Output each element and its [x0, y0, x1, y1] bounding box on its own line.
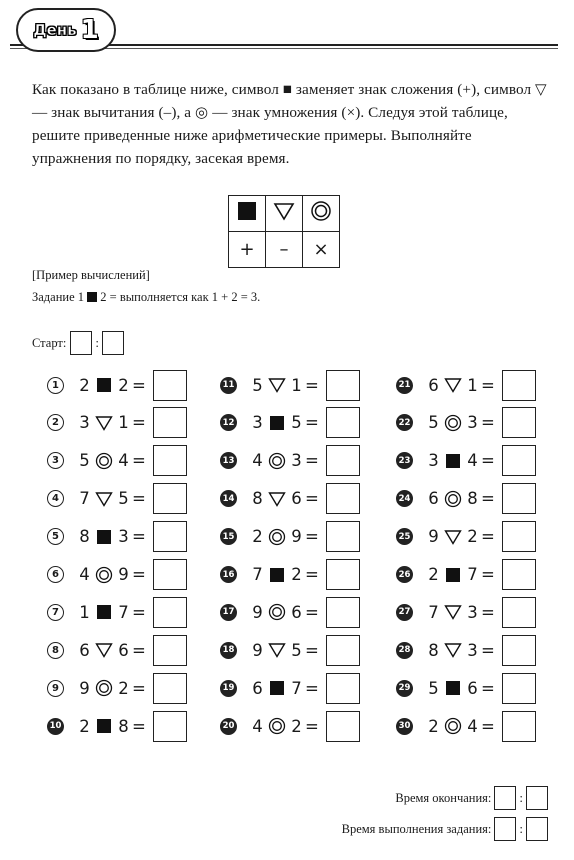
operator-symbol — [91, 415, 117, 431]
operand-right: 3 — [291, 451, 302, 471]
operator-symbol — [91, 491, 117, 507]
exercise-number: 4 — [47, 490, 64, 507]
operator-symbol — [91, 642, 117, 658]
equals-sign: = — [481, 678, 495, 698]
operand-right: 3 — [118, 527, 129, 547]
answer-box[interactable] — [153, 445, 187, 476]
equals-sign: = — [305, 640, 319, 660]
exercise-item — [47, 407, 187, 439]
day-badge — [16, 8, 116, 52]
exercise-number: 10 — [47, 718, 64, 735]
operand-left: 6 — [428, 375, 439, 395]
triangle-down-icon — [95, 491, 113, 507]
exercise-number: 28 — [396, 642, 413, 659]
operand-left: 6 — [428, 489, 439, 509]
operand-right: 2 — [467, 527, 478, 547]
end-time-label: Время окончания: — [395, 790, 492, 805]
time-separator: : — [95, 335, 99, 350]
answer-box[interactable] — [502, 483, 536, 514]
exercise-number: 8 — [47, 642, 64, 659]
equals-sign: = — [305, 602, 319, 622]
exercise-item — [47, 483, 187, 515]
exercise-item — [396, 559, 536, 591]
operand-right: 2 — [118, 678, 129, 698]
exercise-number: 30 — [396, 718, 413, 735]
exercise-number: 9 — [47, 680, 64, 697]
exercise-item — [220, 672, 360, 704]
answer-box[interactable] — [326, 370, 360, 401]
operand-left: 3 — [252, 413, 263, 433]
operand-right: 9 — [118, 565, 129, 584]
filled-square-icon — [269, 680, 285, 696]
exercise-number: 27 — [396, 604, 413, 621]
answer-box[interactable] — [153, 635, 187, 666]
exercise-number: 26 — [396, 566, 413, 583]
exercise-number: 11 — [220, 377, 237, 394]
operand-right: 5 — [118, 489, 129, 509]
operand-left: 2 — [428, 565, 439, 584]
operand-right: 8 — [118, 716, 129, 736]
operand-left: 9 — [252, 602, 263, 622]
answer-box[interactable] — [502, 407, 536, 438]
time-separator: : — [519, 821, 523, 836]
triangle-down-icon — [268, 377, 286, 393]
exercise-item — [220, 710, 360, 742]
operand-left: 8 — [79, 527, 90, 547]
operand-right: 5 — [291, 413, 302, 433]
day-number: 1 — [80, 15, 99, 45]
operand-left: 8 — [252, 489, 263, 509]
end-time-row — [395, 785, 548, 811]
answer-box[interactable] — [326, 711, 360, 742]
legend-op-times: × — [303, 232, 340, 268]
operator-symbol — [264, 642, 290, 658]
exercise-item — [220, 483, 360, 515]
operand-left: 2 — [252, 527, 263, 547]
operator-symbol — [91, 718, 117, 734]
legend-cell-triangle — [266, 196, 303, 232]
equals-sign: = — [305, 451, 319, 471]
double-circle-icon — [444, 414, 462, 432]
operand-right: 1 — [467, 375, 478, 395]
operand-left: 8 — [428, 640, 439, 660]
operand-left: 3 — [79, 413, 90, 433]
triangle-down-icon — [444, 604, 462, 620]
sample-heading: [Пример вычислений] — [32, 268, 150, 282]
answer-box[interactable] — [502, 445, 536, 476]
exercise-number: 7 — [47, 604, 64, 621]
exercise-number: 13 — [220, 452, 237, 469]
operand-left: 9 — [428, 527, 439, 547]
operand-left: 4 — [252, 451, 263, 471]
triangle-down-icon — [268, 491, 286, 507]
answer-box[interactable] — [326, 445, 360, 476]
triangle-down-icon — [444, 642, 462, 658]
answer-box[interactable] — [153, 559, 187, 590]
equals-sign: = — [132, 602, 146, 622]
exercise-number: 20 — [220, 718, 237, 735]
operand-left: 9 — [79, 678, 90, 698]
triangle-down-icon — [444, 377, 462, 393]
double-circle-icon — [268, 717, 286, 735]
operand-left: 2 — [79, 375, 90, 395]
triangle-down-icon — [273, 201, 295, 221]
operator-symbol — [264, 491, 290, 507]
operator-symbol — [440, 717, 466, 735]
day-word: День — [33, 21, 77, 39]
equals-sign: = — [305, 716, 319, 736]
instructions-text: Как показано в таблице ниже, символ ■ заменяет знак сложения (+), символ ▽ — знак вычитания (–), а ◎ — знак умножения (×). Следуя этой таблице, решите приведенные ниже арифметические примеры. Выполняйте упражнения по порядку, засекая время. — [32, 81, 547, 167]
duration-minutes-box[interactable] — [526, 817, 548, 841]
start-hours-box[interactable] — [70, 331, 92, 355]
operand-right: 7 — [291, 678, 302, 698]
equals-sign: = — [132, 716, 146, 736]
exercise-item — [47, 369, 187, 401]
operand-right: 6 — [467, 678, 478, 698]
answer-box[interactable] — [153, 483, 187, 514]
legend-symbol-row — [229, 196, 340, 232]
operator-symbol — [91, 529, 117, 545]
exercise-number: 24 — [396, 490, 413, 507]
exercise-number: 18 — [220, 642, 237, 659]
legend-cell-square — [229, 196, 266, 232]
answer-box[interactable] — [326, 597, 360, 628]
exercise-item — [47, 634, 187, 666]
operator-symbol — [440, 642, 466, 658]
filled-square-icon — [445, 567, 461, 583]
equals-sign: = — [132, 413, 146, 433]
operator-symbol — [91, 452, 117, 470]
operand-right: 9 — [291, 527, 302, 547]
exercise-number: 2 — [47, 414, 64, 431]
exercise-item — [220, 596, 360, 628]
operator-symbol — [91, 377, 117, 393]
operand-right: 4 — [467, 716, 478, 736]
exercise-number: 6 — [47, 566, 64, 583]
operator-symbol — [264, 377, 290, 393]
filled-square-icon — [96, 377, 112, 393]
operand-left: 6 — [252, 678, 263, 698]
exercise-number: 16 — [220, 566, 237, 583]
operand-left: 6 — [79, 640, 90, 660]
end-minutes-box[interactable] — [526, 786, 548, 810]
equals-sign: = — [305, 413, 319, 433]
exercise-number: 25 — [396, 528, 413, 545]
answer-box[interactable] — [502, 597, 536, 628]
operand-right: 3 — [467, 602, 478, 622]
equals-sign: = — [305, 489, 319, 509]
exercise-number: 14 — [220, 490, 237, 507]
operand-right: 7 — [467, 565, 478, 584]
exercise-item — [47, 521, 187, 553]
exercise-item — [396, 521, 536, 553]
exercise-number: 5 — [47, 528, 64, 545]
exercise-item — [396, 710, 536, 742]
triangle-down-icon — [268, 642, 286, 658]
double-circle-icon — [444, 490, 462, 508]
operand-right: 6 — [291, 602, 302, 622]
operator-symbol — [440, 529, 466, 545]
time-separator: : — [519, 790, 523, 805]
operand-left: 7 — [79, 489, 90, 509]
legend-operation-row — [229, 232, 340, 268]
duration-label: Время выполнения задания: — [341, 821, 492, 836]
exercise-number: 3 — [47, 452, 64, 469]
filled-square-icon — [445, 453, 461, 469]
double-circle-icon — [268, 528, 286, 546]
filled-square-icon — [96, 529, 112, 545]
operator-symbol — [440, 453, 466, 469]
exercise-item — [220, 521, 360, 553]
operator-symbol — [440, 377, 466, 393]
legend-cell-circle — [303, 196, 340, 232]
answer-box[interactable] — [153, 597, 187, 628]
exercise-item — [396, 483, 536, 515]
exercise-item — [220, 559, 360, 591]
operand-left: 5 — [428, 678, 439, 698]
equals-sign: = — [305, 678, 319, 698]
answer-box[interactable] — [153, 673, 187, 704]
equals-sign: = — [132, 527, 146, 547]
filled-square-icon — [237, 201, 257, 221]
operand-left: 4 — [79, 565, 90, 584]
operand-right: 3 — [467, 640, 478, 660]
exercise-item — [396, 445, 536, 477]
operand-left: 7 — [252, 565, 263, 584]
exercise-item — [47, 672, 187, 704]
operand-right: 3 — [467, 413, 478, 433]
start-time-row — [32, 330, 124, 356]
exercise-item — [220, 634, 360, 666]
operand-left: 5 — [428, 413, 439, 433]
exercise-item — [220, 407, 360, 439]
answer-box[interactable] — [153, 407, 187, 438]
operand-right: 7 — [118, 602, 129, 622]
legend-op-minus: – — [266, 232, 303, 268]
operand-right: 8 — [467, 489, 478, 509]
equals-sign: = — [481, 451, 495, 471]
sample-line — [32, 290, 260, 305]
operand-right: 6 — [118, 640, 129, 660]
operand-left: 9 — [252, 640, 263, 660]
exercise-number: 23 — [396, 452, 413, 469]
double-circle-icon — [95, 679, 113, 697]
exercise-item — [47, 559, 187, 591]
equals-sign: = — [132, 489, 146, 509]
operator-symbol — [264, 717, 290, 735]
equals-sign: = — [132, 565, 146, 584]
legend-op-plus: + — [229, 232, 266, 268]
double-circle-icon — [310, 200, 332, 222]
operator-symbol — [264, 567, 290, 583]
operator-symbol — [264, 415, 290, 431]
operator-symbol — [264, 452, 290, 470]
exercise-number: 29 — [396, 680, 413, 697]
equals-sign: = — [481, 565, 495, 584]
operand-left: 7 — [428, 602, 439, 622]
operand-left: 5 — [79, 451, 90, 471]
answer-box[interactable] — [326, 673, 360, 704]
exercise-item — [396, 634, 536, 666]
equals-sign: = — [132, 375, 146, 395]
operator-symbol — [264, 528, 290, 546]
exercise-item — [396, 596, 536, 628]
exercise-number: 17 — [220, 604, 237, 621]
exercise-item — [47, 445, 187, 477]
exercise-number: 22 — [396, 414, 413, 431]
exercise-number: 21 — [396, 377, 413, 394]
double-circle-icon — [95, 452, 113, 470]
operator-symbol — [91, 604, 117, 620]
page-header — [10, 6, 558, 58]
answer-box[interactable] — [326, 483, 360, 514]
operand-right: 2 — [291, 716, 302, 736]
double-circle-icon — [444, 717, 462, 735]
equals-sign: = — [481, 489, 495, 509]
operand-left: 4 — [252, 716, 263, 736]
exercise-item — [396, 407, 536, 439]
operator-symbol — [440, 490, 466, 508]
operator-symbol — [440, 604, 466, 620]
operator-symbol — [440, 567, 466, 583]
answer-box[interactable] — [153, 711, 187, 742]
symbol-legend-table — [228, 195, 340, 268]
operator-symbol — [440, 414, 466, 432]
exercise-item — [220, 369, 360, 401]
duration-hours-box[interactable] — [494, 817, 516, 841]
start-minutes-box[interactable] — [102, 331, 124, 355]
operand-right: 5 — [291, 640, 302, 660]
operand-left: 1 — [79, 602, 90, 622]
operator-symbol — [91, 566, 117, 584]
filled-square-icon — [96, 604, 112, 620]
operand-left: 2 — [428, 716, 439, 736]
operator-symbol — [264, 603, 290, 621]
operand-left: 3 — [428, 451, 439, 471]
sample-text-after: 2 = выполняется как 1 + 2 = 3. — [97, 290, 261, 304]
operand-right: 2 — [291, 565, 302, 584]
answer-box[interactable] — [502, 635, 536, 666]
answer-box[interactable] — [502, 711, 536, 742]
filled-square-icon — [445, 680, 461, 696]
triangle-down-icon — [95, 415, 113, 431]
double-circle-icon — [95, 566, 113, 584]
operand-right: 1 — [118, 413, 129, 433]
exercise-item — [47, 596, 187, 628]
operand-right: 2 — [118, 375, 129, 395]
exercise-item — [47, 710, 187, 742]
equals-sign: = — [132, 678, 146, 698]
start-label: Старт: — [32, 335, 67, 350]
filled-square-icon — [269, 415, 285, 431]
answer-box[interactable] — [153, 370, 187, 401]
operator-symbol — [440, 680, 466, 696]
equals-sign: = — [481, 527, 495, 547]
filled-square-icon — [87, 292, 97, 302]
equals-sign: = — [481, 375, 495, 395]
equals-sign: = — [305, 527, 319, 547]
operand-right: 1 — [291, 375, 302, 395]
equals-sign: = — [481, 716, 495, 736]
equals-sign: = — [305, 375, 319, 395]
exercise-item — [220, 445, 360, 477]
triangle-down-icon — [95, 642, 113, 658]
answer-box[interactable] — [326, 521, 360, 552]
equals-sign: = — [305, 565, 319, 584]
exercise-item — [396, 672, 536, 704]
operand-left: 5 — [252, 375, 263, 395]
double-circle-icon — [268, 603, 286, 621]
double-circle-icon — [268, 452, 286, 470]
exercise-item — [396, 369, 536, 401]
end-hours-box[interactable] — [494, 786, 516, 810]
equals-sign: = — [481, 602, 495, 622]
operator-symbol — [264, 680, 290, 696]
answer-box[interactable] — [502, 559, 536, 590]
answer-box[interactable] — [502, 521, 536, 552]
exercise-number: 12 — [220, 414, 237, 431]
filled-square-icon — [269, 567, 285, 583]
answer-box[interactable] — [326, 407, 360, 438]
equals-sign: = — [132, 640, 146, 660]
answer-box[interactable] — [326, 559, 360, 590]
operator-symbol — [91, 679, 117, 697]
exercise-number: 1 — [47, 377, 64, 394]
answer-box[interactable] — [502, 673, 536, 704]
duration-row — [342, 816, 548, 842]
filled-square-icon — [96, 718, 112, 734]
answer-box[interactable] — [326, 635, 360, 666]
equals-sign: = — [481, 413, 495, 433]
exercise-number: 15 — [220, 528, 237, 545]
operand-left: 2 — [79, 716, 90, 736]
answer-box[interactable] — [153, 521, 187, 552]
answer-box[interactable] — [502, 370, 536, 401]
operand-right: 6 — [291, 489, 302, 509]
equals-sign: = — [481, 640, 495, 660]
triangle-down-icon — [444, 529, 462, 545]
exercise-number: 19 — [220, 680, 237, 697]
sample-text-before: Задание 1 — [32, 290, 88, 304]
operand-right: 4 — [467, 451, 478, 471]
equals-sign: = — [132, 451, 146, 471]
operand-right: 4 — [118, 451, 129, 471]
